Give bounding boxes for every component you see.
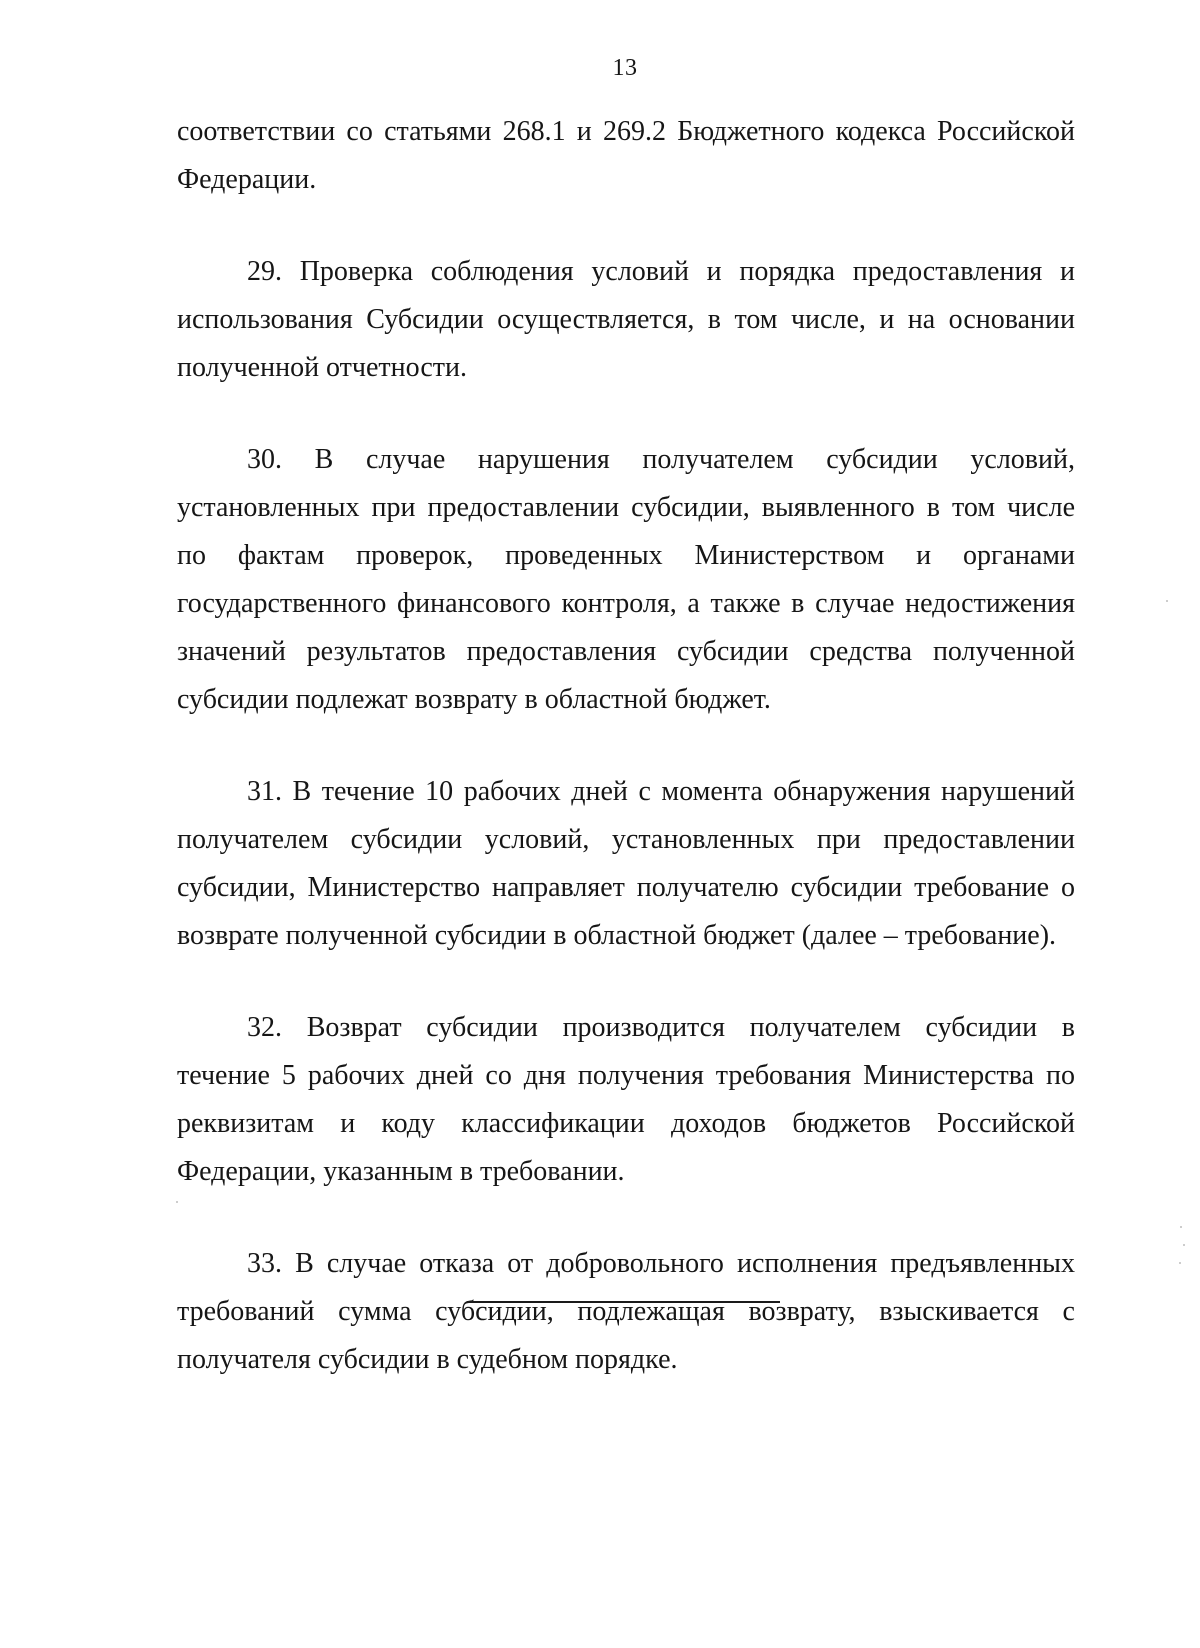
paragraph-line: Федерации, указанным в требовании. (177, 1156, 625, 1187)
paragraph-30 (177, 436, 1075, 724)
paragraph-gap (177, 392, 1075, 436)
paragraph-line: использования Субсидии осуществляется, в том числе, и на основании (177, 304, 1075, 335)
continued-paragraph (177, 108, 1075, 204)
paragraph-line: 30. В случае нарушения получателем субсидии условий, (247, 444, 1075, 475)
paragraph-32 (177, 1004, 1075, 1196)
paragraph-line: субсидии подлежат возврату в областной бюджет. (177, 684, 771, 715)
scan-speck (1179, 1262, 1181, 1264)
paragraph-line: получателя субсидии в судебном порядке. (177, 1344, 678, 1375)
paragraph-line: возврате полученной субсидии в областной бюджет (далее – требование). (177, 920, 1057, 951)
paragraph-line: течение 5 рабочих дней со дня получения требования Министерства по (177, 1060, 1075, 1091)
paragraph-line: Федерации. (177, 164, 317, 195)
page-number: 13 (612, 55, 638, 81)
paragraph-31 (177, 768, 1075, 960)
paragraph-line: требований сумма субсидии, подлежащая возврату, взыскивается с (177, 1296, 1075, 1327)
paragraph-line: 29. Проверка соблюдения условий и порядка предоставления и (247, 256, 1075, 287)
paragraph-line: реквизитам и коду классификации доходов бюджетов Российской (177, 1108, 1075, 1139)
paragraph-gap (177, 1196, 1075, 1240)
end-of-document-rule (467, 1301, 780, 1303)
paragraph-33 (177, 1240, 1075, 1384)
document-body (177, 108, 1075, 1384)
scan-speck (1166, 600, 1168, 602)
paragraph-gap (177, 204, 1075, 248)
paragraph-line: полученной отчетности. (177, 352, 467, 383)
paragraph-line: 33. В случае отказа от добровольного исполнения предъявленных (247, 1248, 1075, 1279)
paragraph-line: получателем субсидии условий, установленных при предоставлении (177, 824, 1075, 855)
paragraph-gap (177, 724, 1075, 768)
paragraph-29 (177, 248, 1075, 392)
paragraph-line: соответствии со статьями 268.1 и 269.2 Бюджетного кодекса Российской (177, 116, 1075, 147)
paragraph-line: установленных при предоставлении субсидии, выявленного в том числе (177, 492, 1075, 523)
paragraph-line: 31. В течение 10 рабочих дней с момента обнаружения нарушений (247, 776, 1075, 807)
paragraph-line: по фактам проверок, проведенных Министерством и органами (177, 540, 1075, 571)
scan-speck (176, 1201, 178, 1203)
paragraph-gap (177, 960, 1075, 1004)
paragraph-line: субсидии, Министерство направляет получателю субсидии требование о (177, 872, 1075, 903)
scan-speck (1180, 1226, 1182, 1228)
paragraph-line: 32. Возврат субсидии производится получателем субсидии в (247, 1012, 1075, 1043)
paragraph-line: значений результатов предоставления субсидии средства полученной (177, 636, 1075, 667)
scan-speck (1183, 1244, 1185, 1246)
paragraph-line: государственного финансового контроля, а также в случае недостижения (177, 588, 1075, 619)
